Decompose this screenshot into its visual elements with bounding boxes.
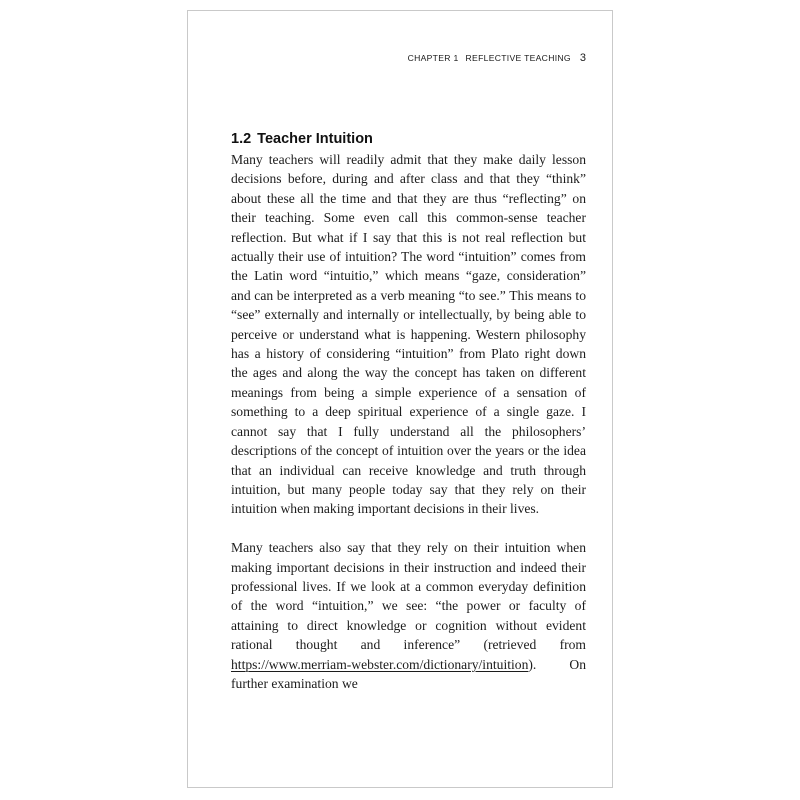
section-title: Teacher Intuition xyxy=(257,131,373,147)
paragraph-1: Many teachers will readily admit that they make daily lesson decisions before, during and after class and that they “think” about these all the time and that they are thus “reflecting” on their teaching. Some even call this common-sense teacher reflection. But what if I say that this is not real reflection but actually their use of intuition? The word “intuition” comes from the Latin word “intuitio,” which means “gaze, consideration” and can be interpreted as a verb meaning “to see.” This means to “see” externally and internally or intellectually, by being able to perceive or understand what is happening. Western philosophy has a history of considering “intuition” from Plato right down the ages and along the way the concept has taken on different meanings from being a simple experience of a sensation of something to a deep spiritual experience of a single gaze. I cannot say that I fully understand all the philosophers’ descriptions of the concept of intuition over the years or the idea that an individual can receive knowledge and truth through intuition, but many people today say that they rely on their intuition when making important decisions in their lives. xyxy=(231,152,586,517)
page-number: 3 xyxy=(579,52,586,64)
body-text xyxy=(231,150,586,693)
paragraph-2-text-start: Many teachers also say that they rely on their intuition when making important decisions in their instruction and indeed their professional lives. If we look at a common everyday definition of the word “intuition,” we see: “the power or faculty of attaining to direct knowledge or cognition without evident rational thought and inference” (retrieved from xyxy=(231,540,586,653)
section-heading xyxy=(231,131,373,147)
merriam-webster-link[interactable]: https://www.merriam-webster.com/dictionary/intuition xyxy=(231,656,529,672)
paragraph-2-text-end: ). On further examination we xyxy=(231,656,586,691)
section-number: 1.2 xyxy=(231,131,252,147)
running-head-title: REFLECTIVE TEACHING xyxy=(465,53,571,63)
book-page xyxy=(187,10,613,788)
paragraph-2 xyxy=(231,538,586,693)
running-head-chapter: CHAPTER 1 xyxy=(407,53,459,63)
running-head xyxy=(408,52,586,64)
